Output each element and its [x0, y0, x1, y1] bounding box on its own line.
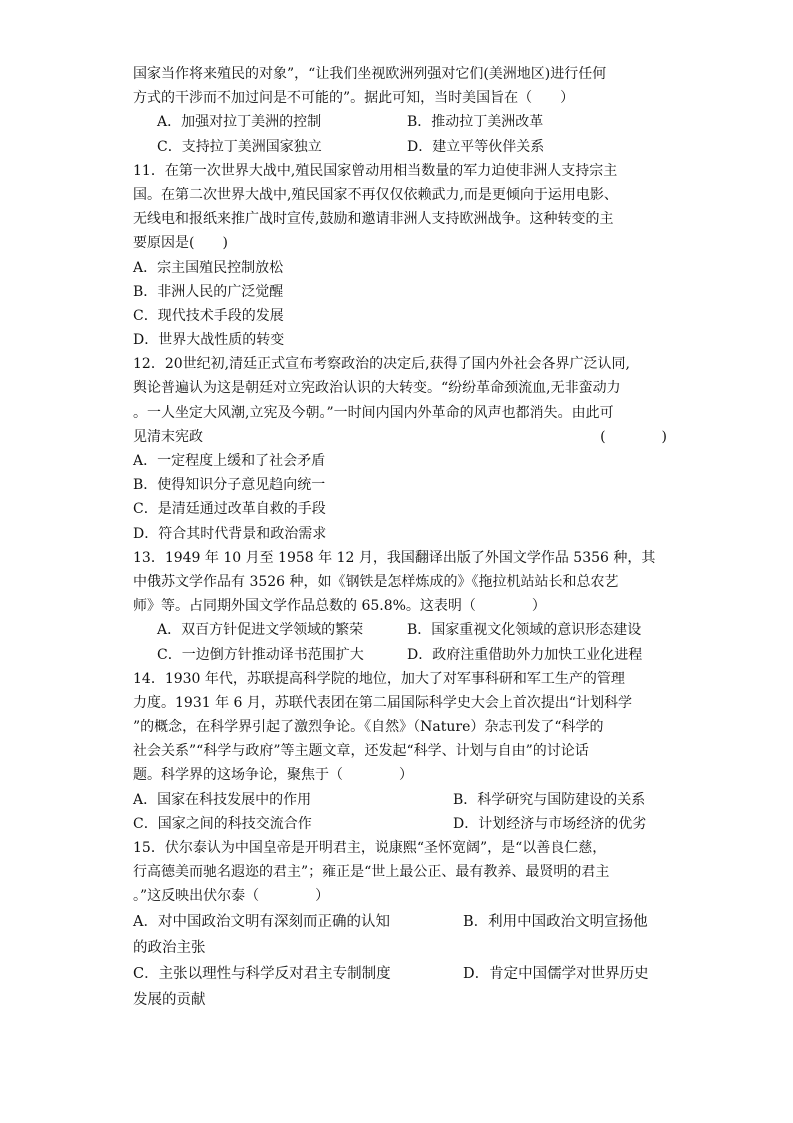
q13-options-row-1 — [133, 618, 673, 642]
q14-option-c: C．国家之间的科技交流合作 — [133, 815, 312, 832]
q11-stem-line-4: 要原因是( ) — [133, 235, 228, 252]
q12-option-d: D．符合其时代背景和政治需求 — [133, 525, 327, 542]
q10-options-row-1 — [133, 110, 673, 134]
q12-stem-line-1: 12．20世纪初,清廷正式宣布考察政治的决定后,获得了国内外社会各界广泛认同, — [133, 356, 630, 373]
q14-option-a: A．国家在科技发展中的作用 — [133, 791, 312, 808]
q13-stem-line-1: 13．1949 年 10 月至 1958 年 12 月，我国翻译出版了外国文学作品 5356 种，其 — [133, 549, 656, 566]
q14-stem-line-4: 社会关系”“科学与政府”等主题文章，还发起“科学、计划与自由”的讨论话 — [133, 743, 589, 760]
q13-options-row-2 — [133, 643, 673, 667]
q10-option-a: A．加强对拉丁美洲的控制 — [157, 114, 322, 131]
q11-option-a: A．宗主国殖民控制放松 — [133, 259, 284, 276]
q14-stem-line-1: 14．1930 年代，苏联提高科学院的地位，加大了对军事科研和军工生产的管理 — [133, 670, 625, 687]
exam-page — [133, 62, 673, 1013]
q10-options-row-2 — [133, 135, 673, 159]
q11-stem-line-1: 11．在第一次世界大战中,殖民国家曾动用相当数量的军力迫使非洲人支持宗主 — [133, 162, 618, 179]
q11-option-d: D．世界大战性质的转变 — [133, 332, 285, 349]
q15-stem-line-1: 15．伏尔泰认为中国皇帝是开明君主，说康熙“圣怀宽阔”，是“以善良仁慈， — [133, 840, 607, 856]
q12-stem-line-3: 。一人坐定大风潮,立宪及今朝。”一时间内国内外革命的风声也都消失。由此可 — [133, 404, 614, 421]
q12-answer-paren: ( ) — [600, 428, 667, 445]
q10-text-line-1: 国家当作将来殖民的对象”，“让我们坐视欧洲列强对它们(美洲地区)进行任何 — [133, 66, 607, 82]
q15-option-b: B．利用中国政治文明宣扬他 — [463, 913, 648, 930]
q15-option-c: C．主张以理性与科学反对君主专制制度 — [133, 965, 391, 982]
q15-options-row-1 — [133, 909, 673, 935]
q14-stem-line-2: 力度。1931 年 6 月，苏联代表团在第二届国际科学史大会上首次提出“计划科学 — [133, 694, 633, 711]
q11-stem-line-2: 国。在第二次世界大战中,殖民国家不再仅仅依赖武力,而是更倾向于运用电影、 — [133, 186, 618, 203]
q14-option-d: D．计划经济与市场经济的优劣 — [453, 815, 647, 832]
q10-option-d: D．建立平等伙伴关系 — [407, 138, 545, 155]
q14-option-b: B．科学研究与国防建设的关系 — [453, 791, 646, 808]
q14-stem-line-5: 题。科学界的这场争论，聚焦于（ ） — [133, 767, 413, 784]
q10-text-line-2: 方式的干涉而不加过问是不可能的”。据此可知，当时美国旨在（ ） — [133, 90, 575, 107]
q12-stem-last: 见清末宪政 — [133, 428, 203, 445]
q15-option-d: D．肯定中国儒学对世界历史 — [463, 965, 649, 982]
q14-stem-line-3: ”的概念，在科学界引起了激烈争论。《自然》（Nature）杂志刊发了“科学的 — [133, 719, 604, 736]
q13-option-b: B．国家重视文化领域的意识形态建设 — [407, 622, 642, 639]
q14-options-row-2 — [133, 812, 673, 836]
q15-option-a: A．对中国政治文明有深刻而正确的认知 — [133, 913, 390, 930]
q13-option-a: A．双百方针促进文学领域的繁荣 — [157, 622, 364, 639]
q10-option-c: C．支持拉丁美洲国家独立 — [157, 138, 322, 155]
q12-stem-line-4 — [133, 425, 673, 449]
q10-option-b: B．推动拉丁美洲改革 — [407, 114, 544, 131]
q11-stem-line-3: 无线电和报纸来推广战时宣传,鼓励和邀请非洲人支持欧洲战争。这种转变的主 — [133, 211, 614, 228]
q12-option-c: C．是清廷通过改革自救的手段 — [133, 501, 326, 518]
q15-stem-line-2: 行高德美而驰名遐迩的君主”；雍正是“世上最公正、最有教养、最贤明的君主 — [133, 864, 610, 881]
q13-option-c: C．一边倒方针推动译书范围扩大 — [157, 646, 364, 663]
q12-option-b: B．使得知识分子意见趋向统一 — [133, 477, 326, 494]
q13-stem-line-2: 中俄苏文学作品有 3526 种，如《钢铁是怎样炼成的》《拖拉机站站长和总农艺 — [133, 573, 619, 590]
q12-stem-line-2: 舆论普遍认为这是朝廷对立宪政治认识的大转变。“纷纷革命颈流血,无非蛮动力 — [133, 380, 621, 397]
q13-stem-line-3: 师》等。占同期外国文学作品总数的 65.8%。这表明（ ） — [133, 598, 546, 615]
q15-stem-line-3: 。”这反映出伏尔泰（ ） — [133, 888, 330, 905]
q12-option-a: A．一定程度上缓和了社会矛盾 — [133, 453, 326, 469]
q15-option-b-continued: 的政治主张 — [133, 939, 206, 956]
q13-option-d: D．政府注重借助外力加快工业化进程 — [407, 646, 643, 663]
q14-options-row-1 — [133, 788, 673, 812]
q15-option-d-continued: 发展的贡献 — [133, 991, 206, 1008]
q11-option-c: C．现代技术手段的发展 — [133, 307, 284, 324]
q15-options-row-2 — [133, 961, 673, 987]
q11-option-b: B．非洲人民的广泛觉醒 — [133, 283, 284, 300]
